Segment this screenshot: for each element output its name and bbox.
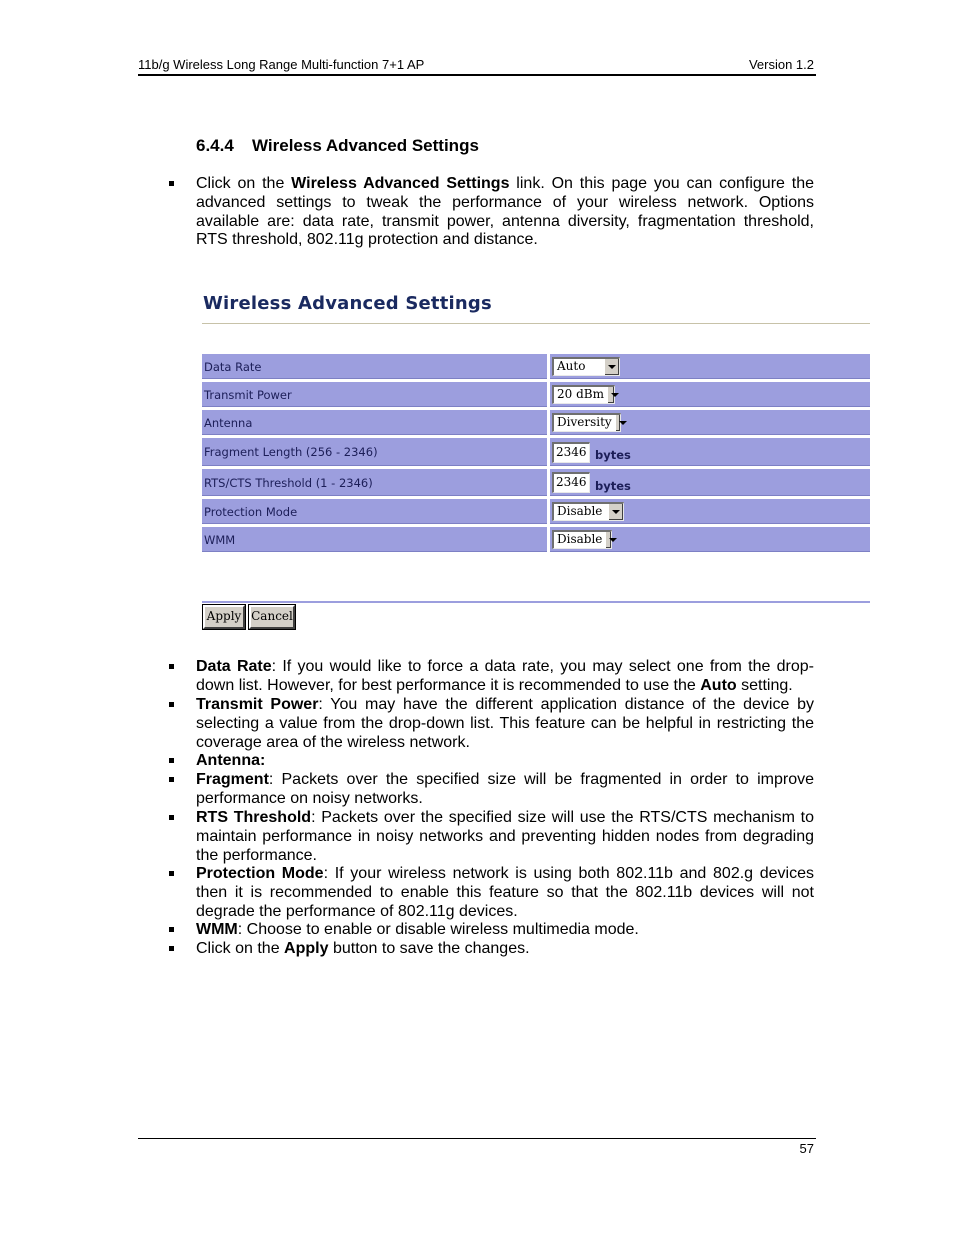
apply-button[interactable]: Apply [203,605,245,629]
row-antenna [202,410,870,438]
section-number: 6.4.4 [196,136,234,155]
bullet-text: : Packets over the specified size will use the RTS/CTS mechanism to maintain performance in noisy networks and preventing hidden nodes from degrading the performance. [196,809,815,864]
bullet-term: Data Rate [196,658,272,675]
intro-paragraph [196,175,814,250]
unit-label: bytes [595,448,631,462]
bullet-fragment [196,771,814,809]
bullet-antenna [196,752,814,771]
row-label: WMM [202,527,547,552]
header-rule [138,74,816,76]
row-value [550,438,870,466]
row-label: Protection Mode [202,499,547,524]
section-title: Wireless Advanced Settings [252,136,479,155]
chevron-down-icon[interactable] [608,504,623,520]
header-version: Version 1.2 [748,57,814,72]
bullet-transmit-power [196,696,814,752]
select-value: Disable [557,532,603,546]
section-heading [196,136,479,156]
row-value [550,469,870,496]
header-title: 11b/g Wireless Long Range Multi-function 7+1 AP [138,57,425,72]
select-value: Disable [557,504,603,518]
row-protection-mode [202,499,870,527]
row-wmm [202,527,870,555]
row-value [550,354,870,379]
bullet-text: : You may have the different application distance of the device by selecting a value from the drop-down list. This feature can be helpful in restricting the coverage area of the wireless network. [196,696,814,751]
row-label: RTS/CTS Threshold (1 - 2346) [202,469,547,496]
bullet-text: button to save the changes. [328,940,530,957]
bullet-prefix: Click on the [196,940,285,957]
chevron-down-icon[interactable] [615,415,620,431]
chevron-down-icon[interactable] [607,387,614,403]
row-fragment-length [202,438,870,469]
bullet-wmm [196,921,814,940]
bullet-rts-threshold [196,809,814,865]
bullet-term: Protection Mode [196,865,324,882]
chevron-down-icon[interactable] [604,359,619,375]
settings-table [202,354,870,555]
footer-rule [138,1138,816,1139]
row-value [550,499,870,524]
page-number: 57 [799,1141,814,1156]
bullet-term: WMM [196,921,238,938]
cancel-button[interactable]: Cancel [249,605,295,629]
ui-title-rule [202,323,870,324]
select-value: Diversity [557,415,612,429]
bullet-text: : Packets over the specified size will be fragmented in order to improve performance on noisy networks. [196,771,814,807]
select-value: Auto [557,359,586,373]
bullet-text: : If your wireless network is using both 802.11b and 802.g devices then it is recommended to enable this feature so that the 802.11b devices will not degrade the performance of 802.11g devices. [196,865,814,920]
bullet-term: Antenna: [196,752,266,769]
row-value [550,382,870,407]
data-rate-select[interactable] [552,357,620,376]
intro-bold-link: Wireless Advanced Settings [291,175,510,192]
intro-prefix: Click on the [196,175,292,192]
bullet-apply [196,940,814,959]
row-rts-threshold [202,469,870,499]
bullet-text: : Choose to enable or disable wireless multimedia mode. [237,921,639,938]
wmm-select[interactable] [552,530,612,549]
bullet-text-tail: setting. [736,676,793,694]
bullet-term: Transmit Power [196,696,319,713]
row-label: Antenna [202,410,547,435]
rts-threshold-input[interactable]: 2346 [552,472,590,493]
transmit-power-select[interactable] [552,385,615,404]
fragment-length-input[interactable]: 2346 [552,442,590,463]
row-label: Fragment Length (256 - 2346) [202,438,547,466]
select-value: 20 dBm [557,387,604,401]
bullet-term-inline: Auto [700,676,737,694]
bullet-term: Apply [284,940,329,957]
chevron-down-icon[interactable] [605,532,611,548]
bullet-term: Fragment [196,771,269,788]
ui-button-rule [202,601,870,603]
bullet-term: RTS Threshold [196,809,312,826]
page-header [138,57,816,72]
row-value [550,410,870,435]
row-data-rate [202,354,870,382]
row-transmit-power [202,382,870,410]
bullet-protection-mode [196,865,814,921]
ui-page-title: Wireless Advanced Settings [203,293,492,314]
row-label: Transmit Power [202,382,547,407]
unit-label: bytes [595,478,631,493]
row-value [550,527,870,552]
antenna-select[interactable] [552,413,621,432]
row-label: Data Rate [202,354,547,379]
bullet-text: : If you would like to force a data rate, you may select one from the drop-down list. However, for best performance it is recommended to use the [196,658,814,694]
intro-rest: link. On this page you can configure the advanced settings to tweak the performance of your wireless network. Options available are: data rate, transmit power, antenna diversity, fragmentation threshold, RTS threshold, 802.11g protection and distance. [196,175,814,249]
bullet-data-rate [196,658,814,696]
protection-mode-select[interactable] [552,502,624,521]
